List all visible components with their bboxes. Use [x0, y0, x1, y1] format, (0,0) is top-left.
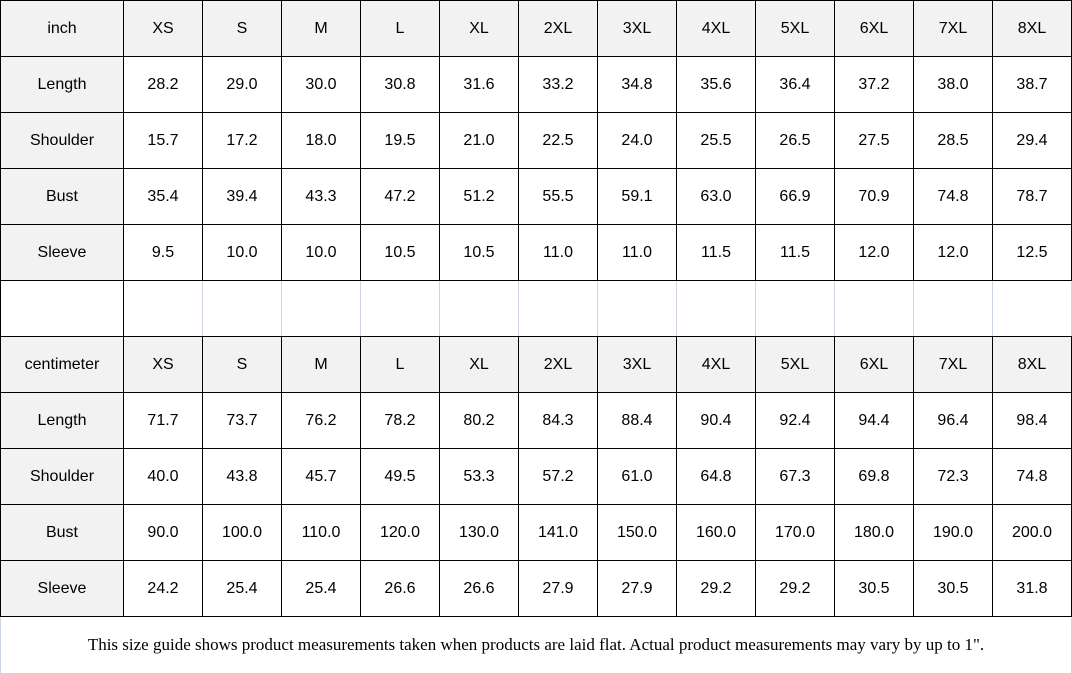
size-header-cell: 2XL — [519, 337, 598, 393]
measurement-value-cell: 24.0 — [598, 113, 677, 169]
measurement-value-cell: 11.0 — [519, 225, 598, 281]
size-header-cell: L — [361, 1, 440, 57]
size-header-cell: M — [282, 337, 361, 393]
measurement-row — [1, 393, 1072, 449]
measurement-value-cell: 11.0 — [598, 225, 677, 281]
measurement-value-cell: 31.8 — [993, 561, 1072, 617]
measurement-value-cell: 61.0 — [598, 449, 677, 505]
size-header-cell: 6XL — [835, 337, 914, 393]
size-header-cell: 5XL — [756, 337, 835, 393]
measurement-value-cell: 43.8 — [203, 449, 282, 505]
measurement-value-cell: 43.3 — [282, 169, 361, 225]
spacer-cell — [203, 281, 282, 337]
measurement-value-cell: 78.7 — [993, 169, 1072, 225]
size-header-cell: XS — [124, 1, 203, 57]
measurement-value-cell: 28.5 — [914, 113, 993, 169]
spacer-cell — [835, 281, 914, 337]
size-header-cell: 4XL — [677, 337, 756, 393]
size-header-cell: 2XL — [519, 1, 598, 57]
measurement-value-cell: 76.2 — [282, 393, 361, 449]
measurement-value-cell: 70.9 — [835, 169, 914, 225]
measurement-value-cell: 25.4 — [282, 561, 361, 617]
size-header-cell: XL — [440, 337, 519, 393]
measurement-label-cell: Sleeve — [1, 225, 124, 281]
measurement-value-cell: 22.5 — [519, 113, 598, 169]
measurement-row — [1, 505, 1072, 561]
measurement-value-cell: 10.0 — [282, 225, 361, 281]
measurement-label-cell: Shoulder — [1, 113, 124, 169]
measurement-value-cell: 72.3 — [914, 449, 993, 505]
measurement-value-cell: 10.5 — [440, 225, 519, 281]
measurement-value-cell: 11.5 — [677, 225, 756, 281]
measurement-row — [1, 113, 1072, 169]
size-header-cell: S — [203, 337, 282, 393]
measurement-value-cell: 170.0 — [756, 505, 835, 561]
measurement-value-cell: 30.8 — [361, 57, 440, 113]
measurement-value-cell: 38.0 — [914, 57, 993, 113]
measurement-row — [1, 449, 1072, 505]
measurement-value-cell: 80.2 — [440, 393, 519, 449]
measurement-value-cell: 26.6 — [440, 561, 519, 617]
measurement-value-cell: 98.4 — [993, 393, 1072, 449]
measurement-label-cell: Length — [1, 57, 124, 113]
measurement-value-cell: 9.5 — [124, 225, 203, 281]
measurement-value-cell: 53.3 — [440, 449, 519, 505]
size-header-cell: 7XL — [914, 1, 993, 57]
measurement-label-cell: Bust — [1, 505, 124, 561]
measurement-value-cell: 29.4 — [993, 113, 1072, 169]
measurement-value-cell: 10.5 — [361, 225, 440, 281]
measurement-value-cell: 24.2 — [124, 561, 203, 617]
measurement-value-cell: 33.2 — [519, 57, 598, 113]
spacer-cell — [519, 281, 598, 337]
measurement-value-cell: 96.4 — [914, 393, 993, 449]
spacer-cell — [124, 281, 203, 337]
measurement-value-cell: 141.0 — [519, 505, 598, 561]
measurement-value-cell: 36.4 — [756, 57, 835, 113]
measurement-value-cell: 59.1 — [598, 169, 677, 225]
measurement-value-cell: 27.9 — [598, 561, 677, 617]
measurement-value-cell: 71.7 — [124, 393, 203, 449]
measurement-value-cell: 26.5 — [756, 113, 835, 169]
spacer-row — [1, 281, 1072, 337]
measurement-label-cell: Sleeve — [1, 561, 124, 617]
measurement-value-cell: 55.5 — [519, 169, 598, 225]
measurement-value-cell: 200.0 — [993, 505, 1072, 561]
measurement-row — [1, 225, 1072, 281]
measurement-value-cell: 57.2 — [519, 449, 598, 505]
spacer-cell — [1, 281, 124, 337]
size-header-cell: M — [282, 1, 361, 57]
measurement-value-cell: 27.5 — [835, 113, 914, 169]
spacer-cell — [282, 281, 361, 337]
measurement-value-cell: 160.0 — [677, 505, 756, 561]
measurement-value-cell: 29.0 — [203, 57, 282, 113]
measurement-value-cell: 45.7 — [282, 449, 361, 505]
size-header-cell: 8XL — [993, 337, 1072, 393]
size-guide-disclaimer: This size guide shows product measurements taken when products are laid flat. Actual product measurements may vary by up to 1". — [1, 617, 1072, 674]
spacer-cell — [361, 281, 440, 337]
measurement-value-cell: 30.0 — [282, 57, 361, 113]
measurement-value-cell: 88.4 — [598, 393, 677, 449]
measurement-value-cell: 51.2 — [440, 169, 519, 225]
measurement-value-cell: 37.2 — [835, 57, 914, 113]
measurement-value-cell: 100.0 — [203, 505, 282, 561]
size-header-cell: XS — [124, 337, 203, 393]
unit-header-row — [1, 337, 1072, 393]
measurement-value-cell: 67.3 — [756, 449, 835, 505]
measurement-value-cell: 73.7 — [203, 393, 282, 449]
measurement-row — [1, 561, 1072, 617]
unit-label-cell: inch — [1, 1, 124, 57]
measurement-value-cell: 29.2 — [756, 561, 835, 617]
measurement-value-cell: 12.5 — [993, 225, 1072, 281]
measurement-value-cell: 94.4 — [835, 393, 914, 449]
measurement-value-cell: 35.6 — [677, 57, 756, 113]
measurement-label-cell: Shoulder — [1, 449, 124, 505]
measurement-value-cell: 25.4 — [203, 561, 282, 617]
size-header-cell: 3XL — [598, 337, 677, 393]
measurement-value-cell: 120.0 — [361, 505, 440, 561]
measurement-value-cell: 29.2 — [677, 561, 756, 617]
measurement-value-cell: 30.5 — [835, 561, 914, 617]
measurement-value-cell: 25.5 — [677, 113, 756, 169]
measurement-value-cell: 92.4 — [756, 393, 835, 449]
size-header-cell: 7XL — [914, 337, 993, 393]
measurement-value-cell: 21.0 — [440, 113, 519, 169]
measurement-value-cell: 63.0 — [677, 169, 756, 225]
spacer-cell — [914, 281, 993, 337]
measurement-label-cell: Bust — [1, 169, 124, 225]
measurement-value-cell: 38.7 — [993, 57, 1072, 113]
measurement-row — [1, 57, 1072, 113]
measurement-value-cell: 190.0 — [914, 505, 993, 561]
size-header-cell: 4XL — [677, 1, 756, 57]
measurement-value-cell: 74.8 — [914, 169, 993, 225]
measurement-value-cell: 110.0 — [282, 505, 361, 561]
unit-label-cell: centimeter — [1, 337, 124, 393]
measurement-value-cell: 35.4 — [124, 169, 203, 225]
measurement-value-cell: 74.8 — [993, 449, 1072, 505]
measurement-value-cell: 180.0 — [835, 505, 914, 561]
spacer-cell — [440, 281, 519, 337]
spacer-cell — [756, 281, 835, 337]
measurement-value-cell: 27.9 — [519, 561, 598, 617]
measurement-value-cell: 12.0 — [835, 225, 914, 281]
measurement-value-cell: 39.4 — [203, 169, 282, 225]
footer-note-row — [1, 617, 1072, 674]
measurement-value-cell: 28.2 — [124, 57, 203, 113]
measurement-value-cell: 40.0 — [124, 449, 203, 505]
size-header-cell: 8XL — [993, 1, 1072, 57]
measurement-value-cell: 30.5 — [914, 561, 993, 617]
measurement-value-cell: 90.4 — [677, 393, 756, 449]
measurement-value-cell: 78.2 — [361, 393, 440, 449]
size-header-cell: L — [361, 337, 440, 393]
size-header-cell: 5XL — [756, 1, 835, 57]
measurement-value-cell: 49.5 — [361, 449, 440, 505]
measurement-value-cell: 15.7 — [124, 113, 203, 169]
measurement-value-cell: 17.2 — [203, 113, 282, 169]
measurement-value-cell: 84.3 — [519, 393, 598, 449]
size-header-cell: XL — [440, 1, 519, 57]
measurement-value-cell: 19.5 — [361, 113, 440, 169]
measurement-value-cell: 10.0 — [203, 225, 282, 281]
spacer-cell — [993, 281, 1072, 337]
measurement-value-cell: 90.0 — [124, 505, 203, 561]
measurement-value-cell: 130.0 — [440, 505, 519, 561]
measurement-value-cell: 34.8 — [598, 57, 677, 113]
size-header-cell: 6XL — [835, 1, 914, 57]
spacer-cell — [598, 281, 677, 337]
measurement-value-cell: 69.8 — [835, 449, 914, 505]
spacer-cell — [677, 281, 756, 337]
measurement-value-cell: 26.6 — [361, 561, 440, 617]
measurement-value-cell: 64.8 — [677, 449, 756, 505]
measurement-value-cell: 18.0 — [282, 113, 361, 169]
unit-header-row — [1, 1, 1072, 57]
measurement-value-cell: 47.2 — [361, 169, 440, 225]
measurement-label-cell: Length — [1, 393, 124, 449]
measurement-row — [1, 169, 1072, 225]
measurement-value-cell: 11.5 — [756, 225, 835, 281]
measurement-value-cell: 31.6 — [440, 57, 519, 113]
size-header-cell: 3XL — [598, 1, 677, 57]
size-header-cell: S — [203, 1, 282, 57]
measurement-value-cell: 66.9 — [756, 169, 835, 225]
measurement-value-cell: 150.0 — [598, 505, 677, 561]
measurement-value-cell: 12.0 — [914, 225, 993, 281]
